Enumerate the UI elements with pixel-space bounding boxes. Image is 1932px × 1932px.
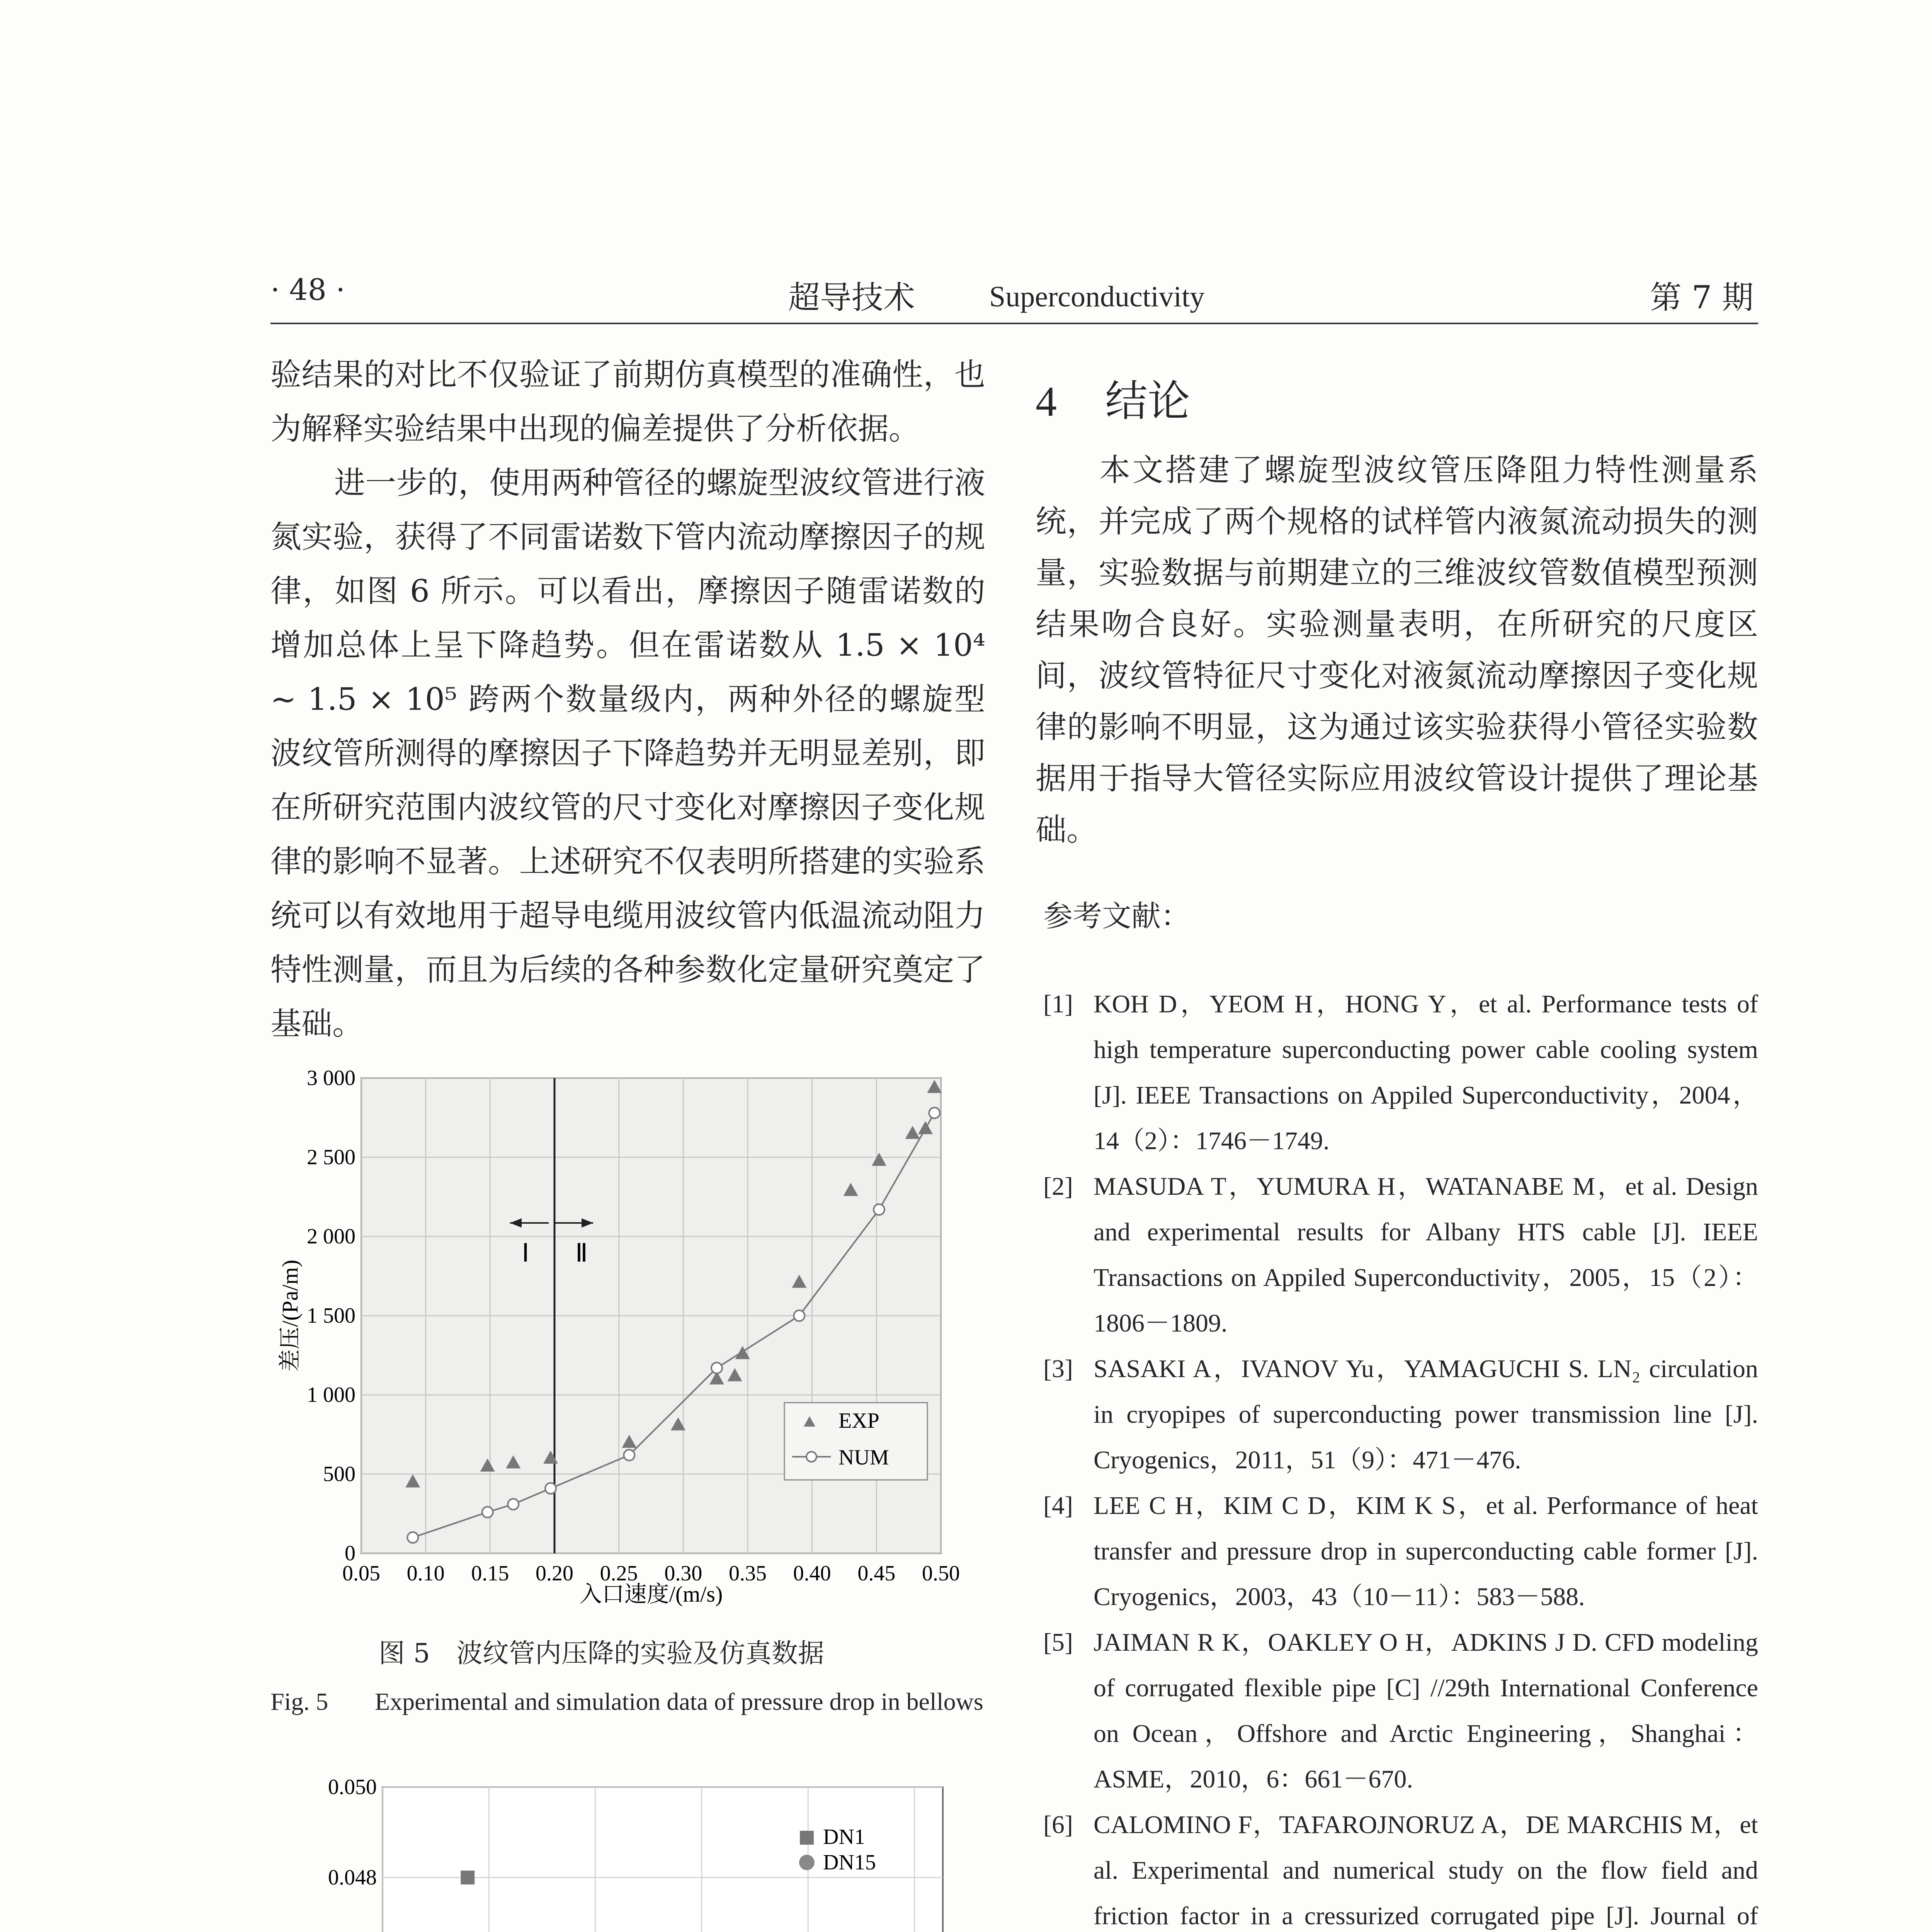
references-list <box>1043 981 1758 1932</box>
x-tick-label: 0.20 <box>536 1561 573 1585</box>
x-tick-label: 0.15 <box>471 1561 509 1585</box>
page-number: · 48 · <box>270 272 345 307</box>
reference-number: [5] <box>1043 1628 1073 1656</box>
num-data-point <box>794 1310 804 1321</box>
reference-number: [1] <box>1043 990 1073 1018</box>
reference-item <box>1043 1802 1758 1932</box>
references-title: 参考文献： <box>1043 899 1190 933</box>
legend-dn1-label: DN1 <box>823 1825 865 1849</box>
left-column <box>270 348 985 1051</box>
num-data-point <box>711 1362 722 1373</box>
region-label-1: Ⅰ <box>522 1239 529 1267</box>
section-title: 结论 <box>1105 376 1190 426</box>
reference-item <box>1043 1483 1758 1620</box>
figure-6-chart <box>270 1770 985 1932</box>
x-tick-label: 0.45 <box>857 1561 896 1585</box>
reference-number: [6] <box>1043 1811 1073 1839</box>
reference-text: LEE C H，KIM C D，KIM K S，et al. Performance of heat transfer and pressure drop in superconducting cable former [J]. Cryogenics，2003，43（10－11）：583－588. <box>1094 1492 1758 1611</box>
y-tick-label: 2 000 <box>307 1225 355 1248</box>
reference-text: KOH D，YEOM H，HONG Y，et al. Performance tests of high temperature superconducting power cable cooling system [J]. IEEE Transactions on Appiled Superconductivity，2004，14（2）：1746－1749. <box>1094 990 1758 1155</box>
x-tick-label: 0.30 <box>664 1561 702 1585</box>
legend-dn1-marker <box>800 1831 814 1845</box>
x-tick-label: 0.35 <box>729 1561 767 1585</box>
x-tick-label: 0.50 <box>922 1561 960 1585</box>
reference-item <box>1043 981 1758 1164</box>
legend-dn15-label: DN15 <box>823 1850 876 1874</box>
num-data-point <box>624 1450 634 1461</box>
reference-item <box>1043 1346 1758 1483</box>
num-data-point <box>407 1532 418 1543</box>
legend <box>784 1403 927 1480</box>
reference-number: [3] <box>1043 1355 1073 1383</box>
num-data-point <box>508 1499 519 1510</box>
journal-title-en: Superconductivity <box>989 281 1205 313</box>
section-heading <box>1036 367 1190 428</box>
num-data-point <box>545 1483 556 1494</box>
y-tick-label: 1 500 <box>307 1304 355 1328</box>
y-tick-label: 0.048 <box>328 1866 377 1889</box>
y-tick-label: 0.050 <box>328 1775 377 1799</box>
y-tick-label: 1 000 <box>307 1383 355 1407</box>
issue-number: 第 7 期 <box>1650 279 1754 316</box>
legend-num-marker <box>806 1452 816 1462</box>
y-axis-label: 差压/(Pa/m) <box>277 1260 303 1372</box>
x-axis-label: 入口速度/(m/s) <box>579 1582 723 1607</box>
reference-text: JAIMAN R K，OAKLEY O H，ADKINS J D. CFD modeling of corrugated flexible pipe [C] //29th International Conference on Ocean，Offshore and Arctic Engineering，Shanghai：ASME，2010，6：661－670. <box>1094 1628 1758 1793</box>
figure-5-caption-en <box>270 1679 985 1725</box>
legend-num-label: NUM <box>838 1446 889 1469</box>
left-paragraph-1: 验结果的对比不仅验证了前期仿真模型的准确性，也为解释实验结果中出现的偏差提供了分析依据。 <box>270 357 985 447</box>
reference-number: [4] <box>1043 1492 1073 1520</box>
fig5-label: Fig. 5 <box>270 1688 328 1715</box>
y-tick-label: 500 <box>323 1462 355 1486</box>
fig5-caption-text: Experimental and simulation data of pressure drop in bellows <box>375 1688 983 1715</box>
num-data-point <box>874 1204 884 1215</box>
reference-number: [2] <box>1043 1172 1073 1201</box>
region-label-2: Ⅱ <box>575 1239 588 1267</box>
x-tick-label: 0.05 <box>342 1561 380 1585</box>
conclusion-paragraph: 本文搭建了螺旋型波纹管压降阻力特性测量系统，并完成了两个规格的试样管内液氮流动损失的测量，实验数据与前期建立的三维波纹管数值模型预测结果吻合良好。实验测量表明，在所研究的尺度区间，波纹管特征尺寸变化对液氮流动摩擦因子变化规律的影响不明显，这为通过该实验获得小管径实验数据用于指导大管径实际应用波纹管设计提供了理论基础。 <box>1036 452 1758 848</box>
left-paragraph-2: 进一步的，使用两种管径的螺旋型波纹管进行液氮实验，获得了不同雷诺数下管内流动摩擦因子的规律，如图 6 所示。可以看出，摩擦因子随雷诺数的增加总体上呈下降趋势。但在雷诺数从 1.5 × 10⁴ ~ 1.5 × 10⁵ 跨两个数量级内，两种外径的螺旋型波纹管所测得的摩擦因子下降趋势并无明显差别，即在所研究范围内波纹管的尺寸变化对摩擦因子变化规律的影响不显著。上述研究不仅表明所搭建的实验系统可以有效地用于超导电缆用波纹管内低温流动阻力特性测量，而且为后续的各种参数化定量研究奠定了基础。 <box>270 465 985 1042</box>
reference-item <box>1043 1620 1758 1802</box>
legend-exp-label: EXP <box>838 1409 879 1433</box>
reference-text: CALOMINO F，TAFAROJNORUZ A，DE MARCHIS M，et al. Experimental and numerical study on the flow field and friction factor in a cressurized corrugated pipe [J]. Journal of <box>1094 1811 1758 1930</box>
num-data-point <box>482 1507 493 1517</box>
reference-text: MASUDA T，YUMURA H，WATANABE M，et al. Design and experimental results for Albany HTS cable [J]. IEEE Transactions on Appiled Superconductivity，2005，15（2）：1806－1809. <box>1094 1172 1758 1337</box>
dn1-data-point <box>461 1871 474 1884</box>
conclusion-text <box>1036 444 1758 855</box>
legend-dn15-marker <box>799 1855 815 1870</box>
section-number: 4 <box>1036 378 1057 425</box>
y-tick-label: 0 <box>345 1541 355 1565</box>
journal-title-cn: 超导技术 <box>788 279 915 316</box>
reference-text: SASAKI A，IVANOV Yu，YAMAGUCHI S. LN₂ circulation in cryopipes of superconducting power transmission line [J]. Cryogenics，2011，51（9）：471－476. <box>1094 1355 1758 1474</box>
reference-item <box>1043 1164 1758 1346</box>
header-rule <box>270 323 1758 324</box>
x-tick-label: 0.10 <box>406 1561 445 1585</box>
y-tick-label: 2 500 <box>307 1145 355 1169</box>
x-tick-label: 0.40 <box>793 1561 831 1585</box>
figure-5-chart <box>270 1066 985 1631</box>
x-tick-label: 0.25 <box>600 1561 638 1585</box>
num-data-point <box>929 1107 940 1118</box>
y-tick-label: 3 000 <box>307 1066 355 1090</box>
figure-5-caption-cn: 图 5 波纹管内压降的实验及仿真数据 <box>379 1638 824 1669</box>
